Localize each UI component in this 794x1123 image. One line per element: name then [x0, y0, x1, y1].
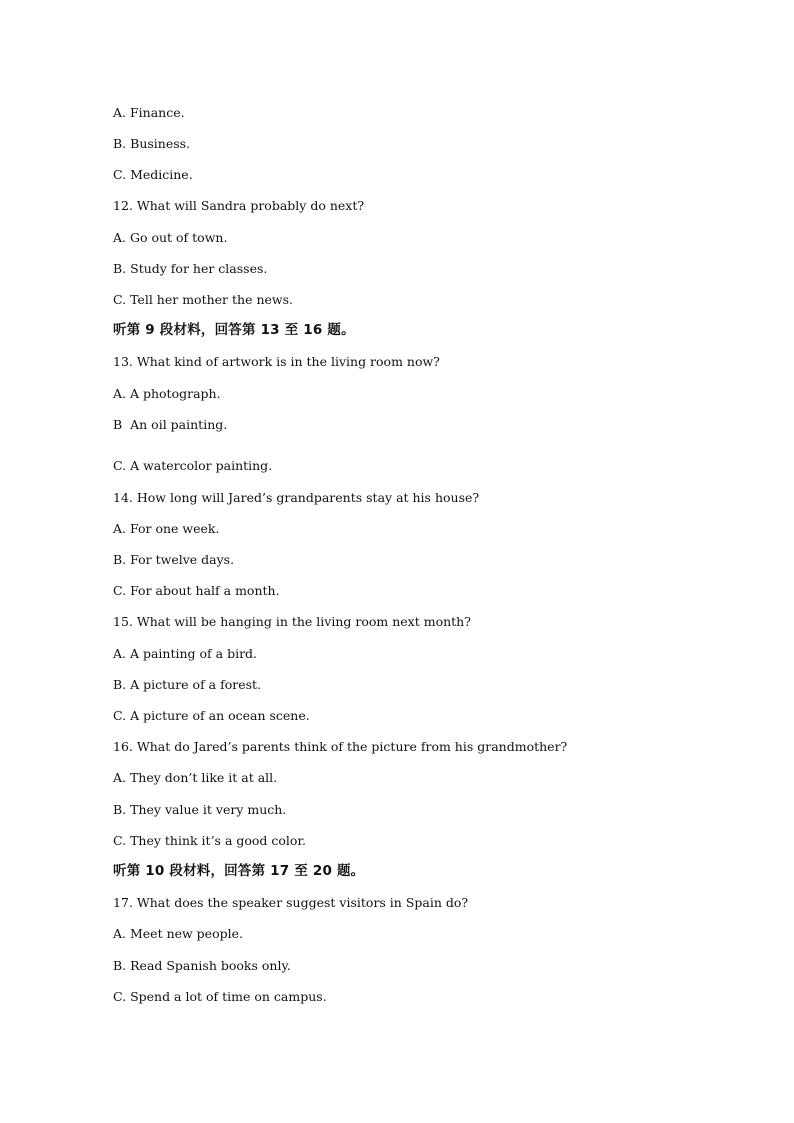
- option-11c: C. Medicine.: [113, 167, 193, 182]
- option-16c: C. They think it’s a good color.: [113, 833, 307, 848]
- question-14: 14. How long will Jared’s grandparents stay at his house?: [113, 490, 480, 505]
- option-17c: C. Spend a lot of time on campus.: [113, 989, 327, 1004]
- question-15: 15. What will be hanging in the living room next month?: [113, 614, 471, 629]
- question-12: 12. What will Sandra probably do next?: [113, 198, 365, 213]
- section-heading-10: 听第 10 段材料，回答第 17 至 20 题。: [113, 863, 365, 879]
- option-13c: C. A watercolor painting.: [113, 458, 273, 473]
- question-17: 17. What does the speaker suggest visitors in Spain do?: [113, 895, 469, 910]
- option-13b: B An oil painting.: [113, 417, 228, 432]
- option-17b: B. Read Spanish books only.: [113, 958, 291, 973]
- option-17a: A. Meet new people.: [113, 926, 243, 941]
- option-14c: C. For about half a month.: [113, 583, 280, 598]
- option-12c: C. Tell her mother the news.: [113, 292, 293, 307]
- option-16a: A. They don’t like it at all.: [113, 770, 278, 785]
- option-13a: A. A photograph.: [113, 386, 221, 401]
- section-heading-9: 听第 9 段材料，回答第 13 至 16 题。: [113, 322, 355, 338]
- option-15b: B. A picture of a forest.: [113, 677, 262, 692]
- question-13: 13. What kind of artwork is in the living room now?: [113, 354, 440, 369]
- option-12a: A. Go out of town.: [113, 230, 228, 245]
- option-14b: B. For twelve days.: [113, 552, 235, 567]
- question-16: 16. What do Jared’s parents think of the picture from his grandmother?: [113, 739, 568, 754]
- option-11b: B. Business.: [113, 136, 191, 151]
- option-14a: A. For one week.: [113, 521, 220, 536]
- option-15a: A. A painting of a bird.: [113, 646, 258, 661]
- option-12b: B. Study for her classes.: [113, 261, 268, 276]
- option-15c: C. A picture of an ocean scene.: [113, 708, 310, 723]
- option-11a: A. Finance.: [113, 105, 185, 120]
- option-16b: B. They value it very much.: [113, 802, 287, 817]
